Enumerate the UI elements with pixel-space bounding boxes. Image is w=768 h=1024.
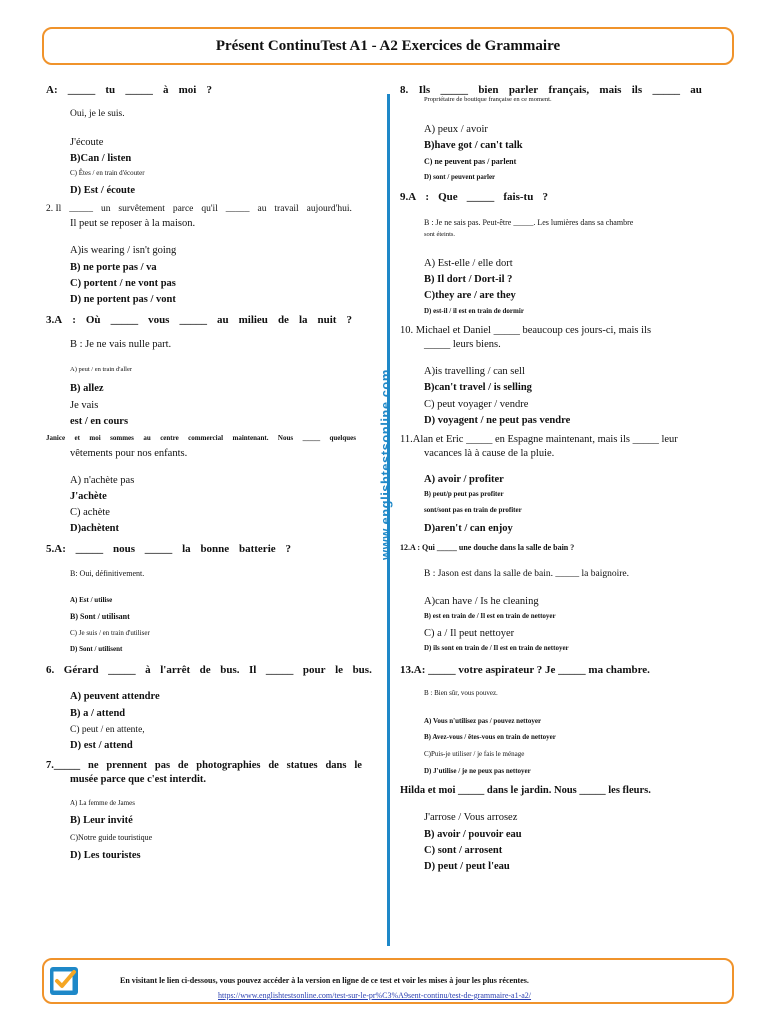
option-b-10: B)can't travel / is selling <box>424 382 532 393</box>
side-website-text: www.englishtestsonline.com <box>378 369 393 560</box>
option-c-12: C) a / Il peut nettoyer <box>424 628 515 639</box>
option-a-1: J'écoute <box>70 137 104 148</box>
question-13: 13.A: _____ votre aspirateur ? Je _____ ma chambre. <box>400 664 650 676</box>
checkbox-logo-icon <box>50 967 78 995</box>
question-8: 8. Ils _____ bien parler français, mais ils _____ au <box>400 84 702 96</box>
footer-link[interactable]: https://www.englishtestsonline.com/test-sur-le-pr%C3%A9sent-continu/test-de-grammaire-a1-a2/ <box>218 991 532 1000</box>
option-d-1: D) Est / écoute <box>70 185 136 196</box>
option-d-10: D) voyagent / ne peut pas vendre <box>424 415 571 426</box>
option-a-11: A) avoir / profiter <box>424 474 504 485</box>
question-1: A: _____ tu _____ à moi ? <box>46 84 212 96</box>
option-a-9: A) Est-elle / elle dort <box>424 258 513 269</box>
question-7: 7._____ ne prennent pas de photographies de statues dans le <box>46 760 362 771</box>
option-a-2: A)is wearing / isn't going <box>70 245 177 256</box>
option-d-4: D)achètent <box>70 523 119 534</box>
option-c-2: C) portent / ne vont pas <box>70 278 176 289</box>
option-c-3: Je vais <box>70 400 99 411</box>
option-c-1: C) Êtes / en train d'écouter <box>70 169 145 177</box>
option-b-2: B) ne porte pas / va <box>70 262 157 273</box>
question-12: 12.A : Qui _____ une douche dans la salle de bain ? <box>400 543 575 552</box>
option-c-9: C)they are / are they <box>424 290 516 301</box>
question-2: 2. Il _____ un survêtement parce qu'il _____ au travail aujourd'hui. <box>46 204 352 214</box>
option-b-12: B) est en train de / Il est en train de nettoyer <box>424 612 556 620</box>
option-a-8: A) peux / avoir <box>424 124 488 135</box>
option-b-7: B) Leur invité <box>70 815 133 826</box>
option-d-8: D) sont / peuvent parler <box>424 173 496 181</box>
option-a-6: A) peuvent attendre <box>70 691 160 702</box>
question-11: 11.Alan et Eric _____ en Espagne maintenant, mais ils _____ leur <box>400 434 678 445</box>
footer-text: En visitant le lien ci-dessous, vous pouvez accéder à la version en ligne de ce test et voir les mises à jour les plus récentes. <box>120 976 529 985</box>
option-c-7: C)Notre guide touristique <box>70 833 153 842</box>
option-c-13: C)Puis-je utiliser / je fais le ménage <box>424 750 525 758</box>
option-c-14: C) sont / arrosent <box>424 845 503 856</box>
answer-5: B: Oui, définitivement. <box>70 569 145 578</box>
option-d-7: D) Les touristes <box>70 850 141 861</box>
option-d-6: D) est / attend <box>70 740 133 751</box>
question-8-line2: Propriétaire de boutique française en ce moment. <box>424 96 552 103</box>
option-c-10: C) peut voyager / vendre <box>424 399 529 410</box>
option-b-11: B) peut/p peut pas profiter <box>424 490 504 498</box>
option-d-5: D) Sont / utilisent <box>70 645 123 653</box>
option-a-14: J'arrose / Vous arrosez <box>424 812 518 823</box>
title-box <box>42 27 734 65</box>
option-b-5: B) Sont / utilisant <box>70 612 130 621</box>
option-c-8: C) ne peuvent pas / parlent <box>424 157 517 166</box>
option-d-3: est / en cours <box>70 416 129 427</box>
question-2-line2: Il peut se reposer à la maison. <box>70 218 196 229</box>
question-5: 5.A: _____ nous _____ la bonne batterie ? <box>46 543 291 555</box>
option-a-13: A) Vous n'utilisez pas / pouvez nettoyer <box>424 717 542 725</box>
option-c-6: C) peut / en attente, <box>70 725 145 735</box>
question-14: Hilda et moi _____ dans le jardin. Nous _____ les fleurs. <box>400 785 651 796</box>
option-c-4: C) achète <box>70 507 110 518</box>
question-10-line2: _____ leurs biens. <box>424 339 501 350</box>
option-b-1: B)Can / listen <box>70 153 132 164</box>
option-a-12: A)can have / Is he cleaning <box>424 596 539 607</box>
footer-box <box>42 958 734 1004</box>
option-a-3: A) peut / en train d'aller <box>70 366 132 373</box>
option-d-2: D) ne portent pas / vont <box>70 294 176 305</box>
option-b-8: B)have got / can't talk <box>424 140 523 151</box>
option-b-3: B) allez <box>70 383 104 394</box>
answer-12: B : Jason est dans la salle de bain. _____ la baignoire. <box>424 569 629 579</box>
option-c-5: C) Je suis / en train d'utiliser <box>70 629 150 637</box>
question-10: 10. Michael et Daniel _____ beaucoup ces jours-ci, mais ils <box>400 325 652 336</box>
option-b-6: B) a / attend <box>70 708 126 719</box>
option-d-11: D)aren't / can enjoy <box>424 523 513 534</box>
question-11-line2: vacances là à cause de la pluie. <box>424 448 555 459</box>
question-4: Janice et moi sommes au centre commercial maintenant. Nous _____ quelques <box>46 434 356 442</box>
option-d-12: D) ils sont en train de / Il est en train de nettoyer <box>424 644 569 652</box>
option-d-13: D) J'utilise / je ne peux pas nettoyer <box>424 767 531 775</box>
option-a-4: A) n'achète pas <box>70 475 135 486</box>
answer-9-line2: sont éteints. <box>424 231 456 238</box>
answer-13: B : Bien sûr, vous pouvez. <box>424 689 498 697</box>
page-title: Présent ContinuTest A1 - A2 Exercices de Grammaire <box>215 37 561 54</box>
option-b-14: B) avoir / pouvoir eau <box>424 829 522 840</box>
question-9: 9.A : Que _____ fais-tu ? <box>400 191 548 203</box>
answer-3: B : Je ne vais nulle part. <box>70 339 172 350</box>
option-d-14: D) peut / peut l'eau <box>424 861 510 872</box>
option-c-11: sont/sont pas en train de profiter <box>424 506 522 514</box>
option-b-9: B) Il dort / Dort-il ? <box>424 274 513 285</box>
option-b-4: J'achète <box>70 491 107 502</box>
question-3: 3.A : Où _____ vous _____ au milieu de la nuit ? <box>46 314 352 326</box>
option-a-5: A) Est / utilise <box>70 596 113 604</box>
answer-1: Oui, je le suis. <box>70 109 125 119</box>
answer-9: B : Je ne sais pas. Peut-être _____. Les lumières dans sa chambre <box>424 218 634 227</box>
question-7-line2: musée parce que c'est interdit. <box>70 774 206 785</box>
option-a-7: A) La femme de James <box>70 799 135 807</box>
option-d-9: D) est-il / il est en train de dormir <box>424 307 524 315</box>
option-a-10: A)is travelling / can sell <box>424 366 525 377</box>
question-4-line2: vêtements pour nos enfants. <box>70 448 188 459</box>
question-6: 6. Gérard _____ à l'arrêt de bus. Il _____ pour le bus. <box>46 664 372 676</box>
option-b-13: B) Avez-vous / êtes-vous en train de nettoyer <box>424 733 556 741</box>
